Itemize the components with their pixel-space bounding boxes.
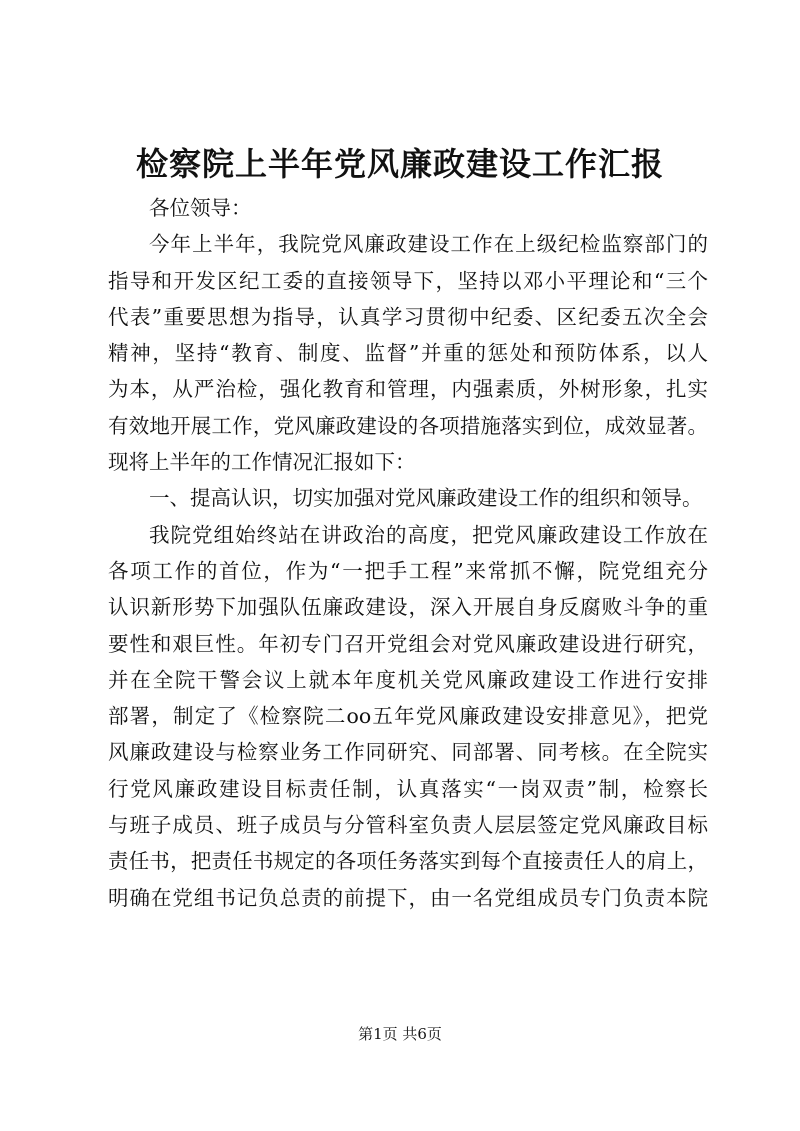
text-line: 与班子成员、班子成员与分管科室负责人层层签定党风廉政目标: [108, 813, 708, 838]
text-line: 各项工作的首位，作为“一把手工程”来常抓不懈，院党组充分: [108, 558, 708, 583]
text-line: 并在全院干警会议上就本年度机关党风廉政建设工作进行安排: [108, 667, 708, 692]
text-line: 为本，从严治检，强化教育和管理，内强素质，外树形象，扎实: [108, 377, 708, 402]
text-line: 风廉政建设与检察业务工作同研究、同部署、同考核。在全院实: [108, 740, 708, 765]
document-body: [108, 190, 708, 916]
paragraph: [108, 517, 708, 916]
text-line: 我院党组始终站在讲政治的高度，把党风廉政建设工作放在: [149, 522, 708, 547]
salutation: 各位领导：: [149, 196, 252, 220]
text-line: 指导和开发区纪工委的直接领导下，坚持以邓小平理论和“三个: [108, 268, 708, 293]
text-line: 要性和艰巨性。年初专门召开党组会对党风廉政建设进行研究，: [108, 631, 708, 656]
text-line: 今年上半年，我院党风廉政建设工作在上级纪检监察部门的: [149, 232, 708, 257]
text-line: 责任书，把责任书规定的各项任务落实到每个直接责任人的肩上，: [108, 849, 708, 874]
paragraph: [108, 226, 708, 480]
text-line: 行党风廉政建设目标责任制，认真落实“一岗双责”制，检察长: [108, 776, 708, 801]
text-line: 代表”重要思想为指导，认真学习贯彻中纪委、区纪委五次全会: [108, 304, 708, 329]
text-line: 有效地开展工作，党风廉政建设的各项措施落实到位，成效显著。: [108, 413, 708, 438]
text-line: 认识新形势下加强队伍廉政建设，深入开展自身反腐败斗争的重: [108, 595, 708, 620]
section-heading: [108, 480, 708, 516]
text-line: 明确在党组书记负总责的前提下，由一名党组成员专门负责本院: [108, 885, 708, 910]
text-line: 精神，坚持“教育、制度、监督”并重的惩处和预防体系，以人: [108, 341, 708, 366]
page-number: 第1页 共6页: [358, 1025, 442, 1043]
text-line: 现将上半年的工作情况汇报如下：: [108, 450, 416, 475]
text-line: 一、提高认识，切实加强对党风廉政建设工作的组织和领导。: [149, 486, 703, 511]
document-title: 检察院上半年党风廉政建设工作汇报: [135, 145, 664, 183]
text-line: 部署，制定了《检察院二oo五年党风廉政建设安排意见》，把党: [108, 704, 708, 729]
